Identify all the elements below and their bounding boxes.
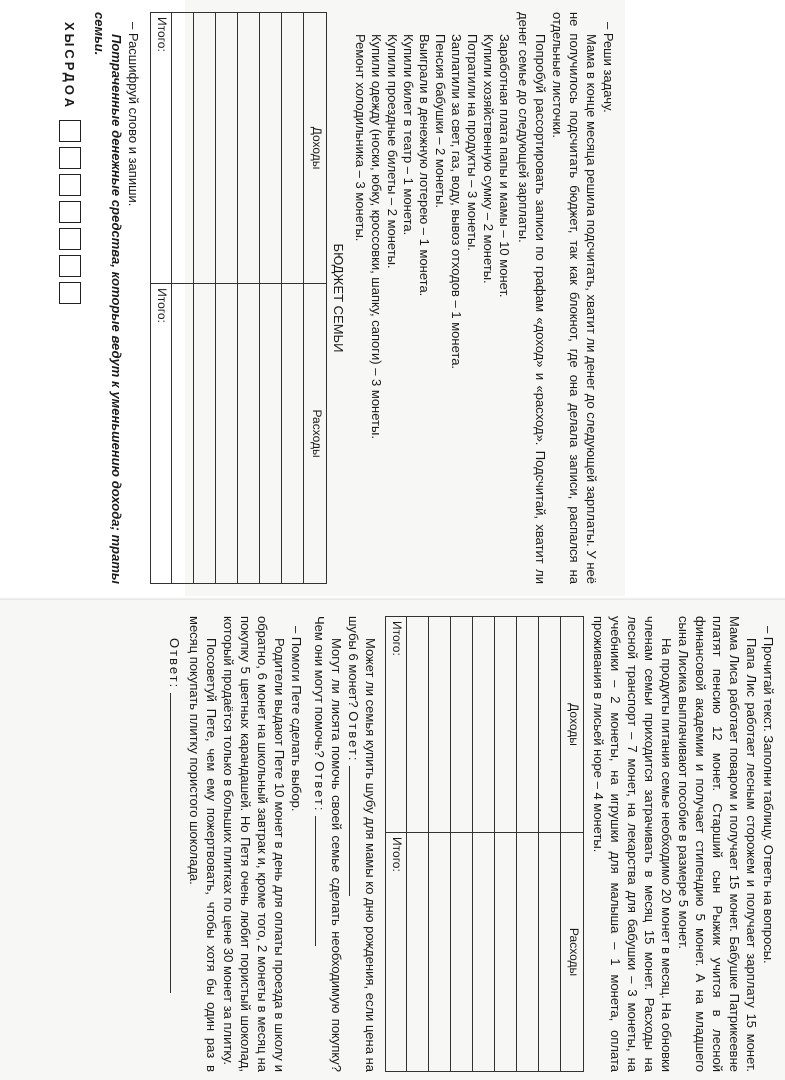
task-decode: – Расшифруй слово и запиши. (126, 22, 141, 207)
question-fur-coat (345, 616, 379, 1072)
list-item: Заплатили за свет, газ, воду, вывоз отходов – 1 монета. (449, 34, 464, 370)
table-cell[interactable] (429, 833, 451, 1072)
table-cell[interactable] (194, 284, 216, 584)
word-definition: Потраченные денежные средства, которые ведут к уменьшению дохода; траты семьи. (92, 12, 124, 584)
scrambled-word: ХЫСРДОА (62, 22, 78, 111)
list-item: Заработная плата папы и мамы – 10 монет. (497, 34, 512, 298)
table-row (429, 617, 451, 1072)
letter-box[interactable] (59, 120, 81, 142)
table-cell[interactable] (260, 284, 282, 584)
letter-box[interactable] (59, 255, 81, 277)
list-item: Купили одежду (носки, юбку, кроссовки, шапку, сапоги) – 3 монеты. (369, 34, 384, 439)
column-header-expense: Расходы (304, 284, 327, 584)
letter-box[interactable] (59, 228, 81, 250)
table-row (216, 13, 238, 584)
list-item: Купили хозяйственную сумку – 2 монеты. (481, 34, 496, 284)
list-item: Ремонт холодильника – 3 монеты. (353, 34, 368, 242)
table-total-row (386, 617, 407, 1072)
answer-word-row (59, 12, 81, 584)
letter-box[interactable] (59, 147, 81, 169)
total-expense-label: Итого: (151, 284, 172, 584)
top-page (62, 0, 625, 596)
table-cell[interactable] (238, 284, 260, 584)
table-cell[interactable] (407, 617, 429, 833)
table-title: БЮДЖЕТ СЕМЬИ (331, 243, 346, 353)
table-total-row (151, 13, 172, 584)
question-text: Могут ли лисята помочь своей семье сделать необходимую покупку? Чем они могут помочь? (312, 616, 344, 1072)
budget-items-list (352, 12, 512, 584)
table-cell[interactable] (216, 284, 238, 584)
table-cell[interactable] (172, 284, 194, 584)
answer-label: Ответ: (346, 711, 361, 763)
column-header-expense: Расходы (561, 833, 584, 1072)
paragraph-sort-instruction: Попробуй рассортировать записи по графам «доход» и «расход». Подсчитай, хватит ли денег семье до следующей зарплаты. (516, 12, 548, 584)
table-cell[interactable] (194, 13, 216, 284)
table-row (194, 13, 216, 584)
table-row (539, 617, 561, 1072)
table-cell[interactable] (495, 617, 517, 833)
table-row (473, 617, 495, 1072)
question-help (311, 616, 345, 1072)
list-item: Купили билет в театр – 1 монета. (401, 34, 416, 236)
bottom-page (0, 600, 785, 1080)
paragraph-petya-money: Родители выдают Пете 10 монет в день для оплаты проезда в школу и обратно, 6 монет на школьный завтрак и, кроме того, 2 монеты в месяц на покупку 5 цветных карандашей. Но Петя очень любит пористый шоколад, который продаётся только в больших плитках по цене 30 монет за плитку. (221, 616, 287, 1072)
letter-box[interactable] (59, 174, 81, 196)
total-expense-label: Итого: (386, 833, 407, 1072)
family-budget-table (150, 12, 327, 584)
question-text: Может ли семья купить шубу для мамы ко дню рождения, если цена на шубы 6 монет? (346, 616, 378, 1072)
table-row (517, 617, 539, 1072)
paragraph-petya-advice: Посоветуй Пете, чем ему пожертвовать, чтобы хотя бы один раз в месяц покупать плитку пористого шоколада. (187, 616, 219, 1072)
table-cell[interactable] (216, 13, 238, 284)
table-cell[interactable] (539, 617, 561, 833)
table-row (495, 617, 517, 1072)
answer-field[interactable] (315, 816, 327, 946)
total-income-label: Итого: (386, 617, 407, 833)
total-income-label: Итого: (151, 13, 172, 284)
table-row (407, 617, 429, 1072)
table-row (260, 13, 282, 584)
table-cell[interactable] (539, 833, 561, 1072)
paragraph-mom-budget: Мама в конце месяца решила подсчитать, хватит ли денег до следующей зарплаты. У неё не получилось подсчитать бюджет, так как блокнот, где она делала записи, распался на отдельные листочки. (550, 12, 599, 584)
list-item: Выиграли в денежную лотерею – 1 монета. (417, 34, 432, 297)
answer-field[interactable] (349, 766, 361, 896)
answer-label: Ответ: (312, 761, 327, 813)
table-cell[interactable] (473, 617, 495, 833)
list-item: Купили проездные билеты – 2 монеты. (385, 34, 400, 269)
table-cell[interactable] (172, 13, 194, 284)
answer-field[interactable] (170, 693, 182, 993)
table-row (282, 13, 304, 584)
list-item: Потратили на продукты – 3 монеты. (465, 34, 480, 251)
table-cell[interactable] (517, 617, 539, 833)
answer-row (166, 616, 183, 1072)
task-help-petya: – Помоги Пете сделать выбор. (289, 626, 304, 812)
table-cell[interactable] (407, 833, 429, 1072)
table-cell[interactable] (429, 617, 451, 833)
table-cell[interactable] (517, 833, 539, 1072)
answer-label: Ответ: (167, 638, 182, 690)
task-read-text: – Прочитай текст. Заполни таблицу. Ответь на вопросы. (761, 626, 776, 964)
table-row (238, 13, 260, 584)
column-header-income: Доходы (304, 13, 327, 284)
letter-box[interactable] (59, 201, 81, 223)
table-row (172, 13, 194, 584)
letter-box[interactable] (59, 282, 81, 304)
table-cell[interactable] (282, 13, 304, 284)
paragraph-fox-family-income: Папа Лис работает лесным сторожем и получает зарплату 15 монет. Мама Лиса работает поваром и получает 15 монет. Бабушке Патрикеевне платят пенсию 12 монет. Старший сын Рыжик учится в лесной финансовой академии и получает стипендию 5 монет. А на младшего сына Лисика выплачивают пособие в размере 5 монет. (676, 616, 759, 1072)
table-cell[interactable] (238, 13, 260, 284)
table-cell[interactable] (260, 13, 282, 284)
task-solve: – Реши задачу. (601, 22, 616, 113)
column-header-income: Доходы (561, 617, 584, 833)
paragraph-fox-family-expenses: На продукты питания семье необходимо 20 монет в месяц. На обновки членам семьи приходится затрачивать в месяц 15 монет. Расходы на лесной транспорт – 7 монет, на лекарства для бабушки – 3 монеты, на учебники – 2 монеты, на игрушки для малыша – 1 монета, оплата проживания в лисьей норе – 4 монеты. (591, 616, 674, 1072)
list-item: Пенсия бабушки – 2 монеты. (433, 34, 448, 208)
table-cell[interactable] (282, 284, 304, 584)
table-row (451, 617, 473, 1072)
table-cell[interactable] (451, 833, 473, 1072)
table-cell[interactable] (473, 833, 495, 1072)
table-cell[interactable] (451, 617, 473, 833)
fox-budget-table (385, 616, 584, 1072)
table-cell[interactable] (495, 833, 517, 1072)
